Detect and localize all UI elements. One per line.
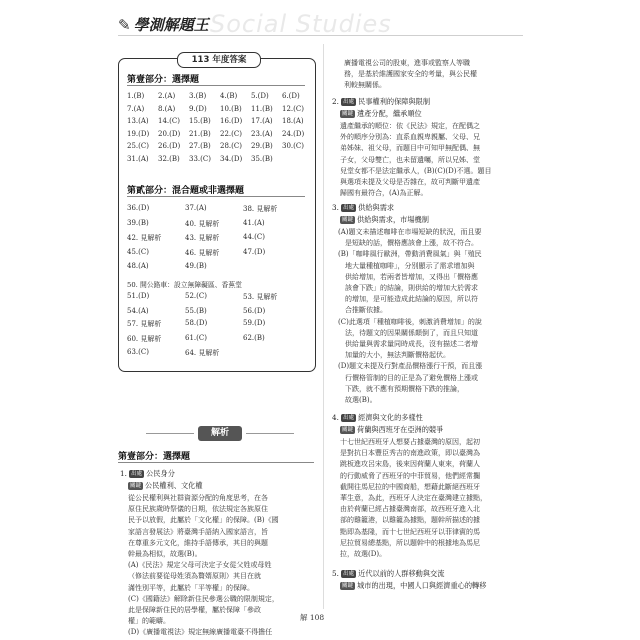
text-line: 遺產繼承的順位：依《民法》規定，在配偶之 xyxy=(340,122,480,130)
q2-source xyxy=(332,96,430,107)
q3-source xyxy=(332,202,394,213)
q4-topic-tag: 關鍵 xyxy=(342,427,354,433)
text-line: (D)題文未提及行對產品價格漲行干預，而且漲 xyxy=(338,362,483,371)
pencil-icon: ✎ xyxy=(118,16,131,34)
q5-topic-tag: 關鍵 xyxy=(342,583,354,589)
q3-explanation xyxy=(338,227,528,406)
q3-topic-text: 供給與需求，市場機制 xyxy=(357,215,429,224)
answer-item xyxy=(243,348,301,358)
answer-item: 40. 見解析 xyxy=(185,219,220,228)
text-line: 是短缺的話，價格應該會上漲，故不符合。 xyxy=(338,239,478,248)
text-line: (C)此選項「種植咖啡後，刺激消費增加」的說 xyxy=(338,317,482,326)
q4-source-text: 經濟與文化的多樣性 xyxy=(358,413,423,422)
q4-source-tag: 出處 xyxy=(343,415,355,421)
answer-item: 23.(A) xyxy=(251,129,273,138)
text-line: (A)《民法》規定父母可決定子女從父姓或母姓 xyxy=(128,561,272,570)
answer-item: 25.(C) xyxy=(127,142,149,150)
answer-box xyxy=(118,55,316,372)
text-line: （修法前要從母姓須為贅婿原則）其目在就 xyxy=(128,572,261,581)
text-line: 兒堂女都不是法定繼承人，(B)(C)(D)不選。題目 xyxy=(340,166,492,175)
text-line: 十七世紀西班牙人想要占據臺灣的原因，起初 xyxy=(340,438,480,446)
text-line: 下跌，就不應有預期價格下跌的推論， xyxy=(338,384,464,393)
text-line: 截開往馬尼拉的中國商船，想藉此斷絕西班牙 xyxy=(340,482,480,491)
text-line: 歸國有最符合，(A)為正解。 xyxy=(340,189,428,198)
answer-box-title: 113 年度答案 xyxy=(177,52,261,68)
watermark-text: Social Studies xyxy=(210,10,392,38)
q2-source-tag: 出處 xyxy=(343,99,355,105)
text-line: 尼拉貿易總基點，所以題幹中的根據地為馬尼 xyxy=(340,538,480,547)
q1-topic-text: 公民權利、文化權 xyxy=(145,481,203,490)
q3-source-tag: 出處 xyxy=(343,205,355,211)
q1-source: 1. 出處 公民身分 xyxy=(120,469,175,478)
text-line: 權」的範疇。 xyxy=(128,617,170,626)
text-line: 務，是基於維護國家安全的考量，與公民權 xyxy=(344,70,477,79)
answer-item: 12.(C) xyxy=(282,104,304,113)
answer-item: 5.(D) xyxy=(251,92,269,100)
q2-source-text: 民事權利的保障與限制 xyxy=(358,97,431,106)
answer-item: 9.(D) xyxy=(189,104,207,113)
text-line: 在尊重多元文化，維持手語傳承，其目的與題 xyxy=(128,538,268,547)
text-line: 供給量與需求量同時成長，沒有描述二者增 xyxy=(338,340,478,349)
part2-rule xyxy=(127,196,305,197)
text-line: (B)「咖啡風行歐洲，帶動消費風氣」與「殖民 xyxy=(338,250,482,259)
q4-explanation xyxy=(340,437,528,560)
q1-explanation-continued xyxy=(344,58,528,92)
part2-answers-b xyxy=(127,292,301,358)
answer-item: 49.(B) xyxy=(185,262,207,270)
answer-item: 29.(B) xyxy=(251,142,273,150)
answer-item: 27.(B) xyxy=(189,142,211,150)
book-logo xyxy=(118,14,209,35)
q2-explanation xyxy=(340,121,528,199)
q4-number: 4. xyxy=(332,413,339,422)
text-line: 的行動威脅了西班牙的中菲貿易，他們經常攔 xyxy=(340,471,480,480)
answer-item: 41.(A) xyxy=(243,218,265,227)
answer-item: 32.(B) xyxy=(158,154,180,163)
page-number: 解 108 xyxy=(300,613,325,622)
text-line: 該會下跌」的結論，則供給的增加大於需求 xyxy=(338,284,478,293)
header-rule xyxy=(118,35,523,36)
part2-answers xyxy=(127,204,301,270)
text-line: 是對抗日本豐臣秀吉的南進政策，即以臺灣為 xyxy=(340,449,480,458)
answer-item: 22.(C) xyxy=(220,129,242,138)
q5-topic xyxy=(340,580,486,591)
column-divider xyxy=(323,44,324,609)
answer-item: 63.(C) xyxy=(127,348,149,356)
answer-item: 58.(D) xyxy=(185,319,208,327)
text-line: 與選項未提及父母是否雜在，故可判斷甲遺產 xyxy=(340,178,480,187)
text-line: 加量的大小，無法判斷價格起伏。 xyxy=(338,351,450,360)
q2-number: 2. xyxy=(332,97,339,106)
answer-item: 13.(A) xyxy=(127,117,149,125)
answer-item: 43. 見解析 xyxy=(185,234,220,242)
part1-rule xyxy=(127,85,305,86)
answer-item: 31.(A) xyxy=(127,154,149,163)
text-line: 幹最為相似，故選(B)。 xyxy=(128,550,202,559)
answer-item: 7.(A) xyxy=(127,104,145,113)
text-line: (C)《國籍法》解除新住民參選公職的限制規定， xyxy=(128,594,279,603)
answer-item: 59.(D) xyxy=(243,319,266,327)
text-line: 由於荷蘭已經占據臺灣南部，故西班牙進入北 xyxy=(340,505,480,514)
answer-item xyxy=(243,262,301,270)
text-line: 點即為基隆，而十七世紀西班牙以菲律賓的馬 xyxy=(340,527,480,536)
q2-topic-text: 遺產分配，繼承順位 xyxy=(357,109,422,118)
q1-topic-tag: 關鍵 xyxy=(130,483,142,489)
text-line: 此是保障新住民的居學權，屬於保障「參政 xyxy=(128,606,261,615)
answer-item: 4.(B) xyxy=(220,92,238,100)
answer-item: 20.(D) xyxy=(158,129,181,138)
parse-rule-right xyxy=(246,433,294,434)
answer-item: 55.(B) xyxy=(185,306,207,315)
answer-item: 6.(D) xyxy=(282,92,300,100)
part1-heading: 第壹部分：選擇題 xyxy=(127,75,200,85)
part1-answers xyxy=(127,92,313,163)
answer-item: 14.(C) xyxy=(158,117,180,125)
answer-item: 60. 見解析 xyxy=(127,334,162,343)
page-header xyxy=(0,0,640,44)
parse-part1-rule xyxy=(118,462,314,463)
answer-item: 54.(A) xyxy=(127,306,149,315)
q5-topic-text: 城市的出現，中國人口與經濟重心的轉移 xyxy=(357,581,487,590)
answer-item: 45.(C) xyxy=(127,247,149,256)
answer-item: 48.(A) xyxy=(127,262,149,270)
text-line: (D)《廣播電視法》規定無線廣播電臺不得擔任 xyxy=(128,628,273,637)
q4-topic-text: 荷蘭與西班牙在亞洲的競爭 xyxy=(357,425,444,434)
answer-item: 21.(B) xyxy=(189,129,211,138)
answer-item: 8.(A) xyxy=(158,104,176,113)
answer-item: 1.(B) xyxy=(127,92,145,100)
text-line: 滿性別平等，此屬於「平等權」的保障。 xyxy=(128,583,254,592)
answer-item: 28.(C) xyxy=(220,142,242,150)
parse-title: 解析 xyxy=(198,426,242,441)
answer-item: 61.(C) xyxy=(185,333,207,342)
q3-number: 3. xyxy=(332,203,339,212)
q4-topic xyxy=(340,424,443,435)
answer-item: 16.(D) xyxy=(220,117,243,125)
text-line: 合推斷依據。 xyxy=(338,306,387,315)
text-line: 利較無關係。 xyxy=(344,81,386,90)
text-line: 子女，父母雙亡，也未留遺囑，所以兄姊、堂 xyxy=(340,155,480,164)
answer-item: 24.(D) xyxy=(282,129,305,138)
q1-source-tag: 出處 xyxy=(131,471,143,477)
answer-item: 33.(C) xyxy=(189,154,211,163)
text-line: 跳板進攻呂宋島，後來因荷蘭人東來，荷蘭人 xyxy=(340,460,480,469)
text-line: 拉，故選(D)。 xyxy=(340,550,387,559)
q1-topic xyxy=(128,480,203,491)
text-line: (A)題文未描述咖啡在市場短缺的狀況，而且要 xyxy=(338,228,482,236)
answer-item: 37.(A) xyxy=(185,204,207,212)
parse-part1-heading: 第壹部分：選擇題 xyxy=(118,452,191,462)
answer-item: 53. 見解析 xyxy=(243,293,278,301)
text-line: 供給增加，若兩者皆增加，又得出「價格應 xyxy=(338,272,478,281)
q3-source-text: 供給與需求 xyxy=(358,203,395,212)
text-line: 外的順序分別為：直系血親卑親屬、父母、兄 xyxy=(340,133,480,142)
q3-topic-tag: 關鍵 xyxy=(342,217,354,223)
answer-item: 62.(B) xyxy=(243,333,265,342)
answer-item: 44.(C) xyxy=(243,233,265,241)
text-line: 家語言發展法》將臺灣手語納入國家語言，旨 xyxy=(128,527,268,536)
answer-item: 10.(B) xyxy=(220,104,242,113)
q5-source xyxy=(332,568,444,579)
answer-item: 19.(D) xyxy=(127,129,150,138)
answer-item: 26.(D) xyxy=(158,142,181,150)
answer-item: 17.(A) xyxy=(251,117,273,125)
part2-heading: 第貳部分：混合題或非選擇題 xyxy=(127,186,245,196)
answer-item: 42. 見解析 xyxy=(127,234,162,242)
answer-item: 34.(D) xyxy=(220,154,243,163)
answer-item: 56.(D) xyxy=(243,306,266,315)
text-line: 部的雞籠港，以雞籠為據點，題幹所描述的據 xyxy=(340,516,480,525)
answer-item: 2.(A) xyxy=(158,92,176,100)
text-line: 原住民族歲時祭儀的日期，依法規定各族原住 xyxy=(128,505,268,514)
answer-item: 47.(D) xyxy=(243,247,266,256)
text-line: 弟姊妹、祖父母，而題目中可知甲無配偶、無 xyxy=(340,144,480,153)
q3-topic xyxy=(340,214,429,225)
answer-item: 57. 見解析 xyxy=(127,320,162,328)
answer-item: 3.(B) xyxy=(189,92,207,100)
answer-item: 51.(D) xyxy=(127,292,150,300)
q4-source xyxy=(332,412,423,423)
answer-item: 64. 見解析 xyxy=(185,349,220,357)
text-line: 故選(B)。 xyxy=(338,396,377,405)
q1-explanation xyxy=(128,493,316,639)
q2-topic-tag: 關鍵 xyxy=(342,111,354,117)
text-line: 民予以放假，此屬於「文化權」的保障。(B)《國 xyxy=(128,516,279,525)
q5-number: 5. xyxy=(332,569,339,578)
text-line: 廣播電視公司的股東，進事或監察人等職 xyxy=(344,59,470,67)
text-line: 法，待題文的因果關係顛倒了，而且只知道 xyxy=(338,328,478,337)
answer-item: 46. 見解析 xyxy=(185,248,220,257)
text-line: 地大量種植咖啡」，分別顯示了需求增加與 xyxy=(338,261,475,270)
parse-rule-left xyxy=(146,433,194,434)
q50-answer: 50. 開公路車：設立無障礙區、香蕉堂 xyxy=(127,281,242,289)
answer-item: 18.(A) xyxy=(282,117,304,125)
answer-item: 39.(B) xyxy=(127,218,149,227)
q5-source-text: 近代以前的人群移動與交流 xyxy=(358,569,445,578)
answer-item: 11.(B) xyxy=(251,104,273,113)
q1-source-text: 公民身分 xyxy=(146,469,175,478)
text-line: 行價格管制的目的正是為了避免價格上漲或 xyxy=(338,373,478,382)
answer-item: 36.(D) xyxy=(127,204,150,212)
answer-item: 30.(C) xyxy=(282,142,304,150)
book-title: 學測解題王 xyxy=(133,16,209,34)
answer-item: 35.(B) xyxy=(251,154,273,163)
answer-item: 15.(B) xyxy=(189,117,211,125)
text-line: 的增加，是可能造成此結論的原因，所以符 xyxy=(338,295,478,304)
text-line: 華生意，為此，西班牙人決定在臺灣建立據點， xyxy=(340,494,487,503)
answer-item: 38. 見解析 xyxy=(243,205,278,213)
answer-item: 52.(C) xyxy=(185,292,207,300)
q2-topic xyxy=(340,108,422,119)
text-line: 從公民權利與社群資源分配的角度思考，在各 xyxy=(128,494,268,502)
q5-source-tag: 出處 xyxy=(343,571,355,577)
